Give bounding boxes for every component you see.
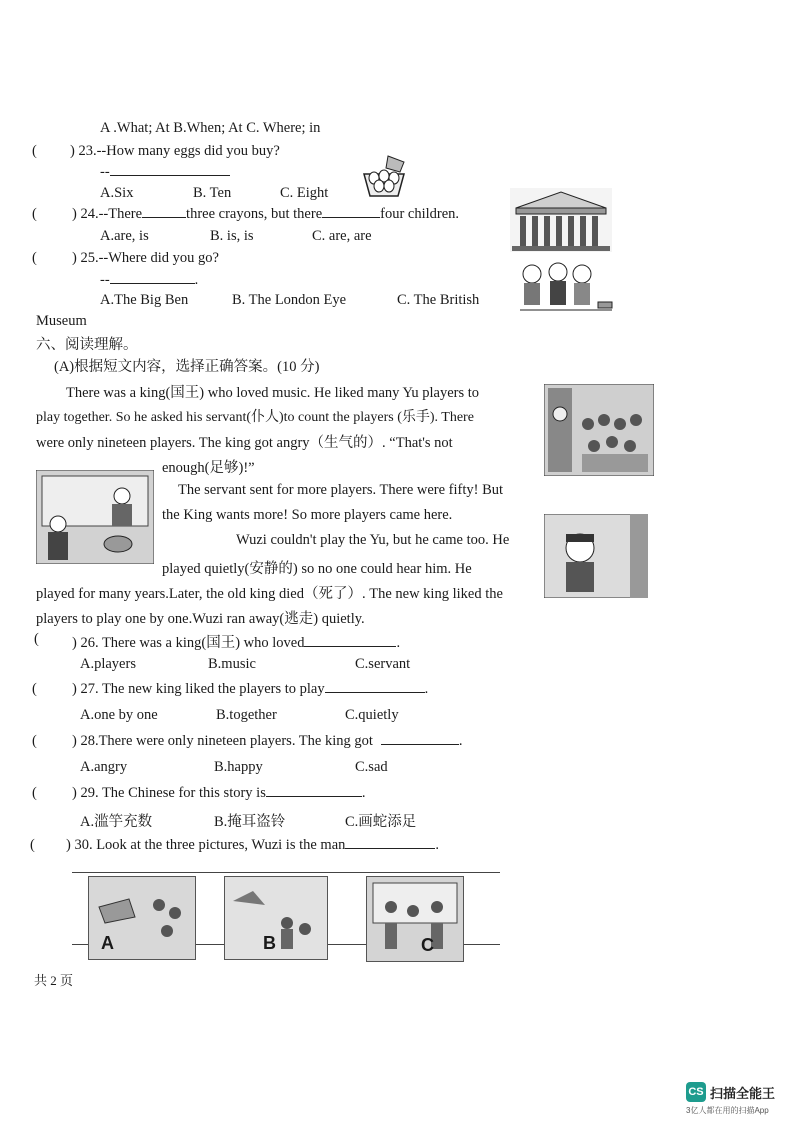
part-a-instruction: (A)根据短文内容，选择正确答案。(10 分) <box>54 359 320 375</box>
egg-basket-illustration <box>360 154 408 198</box>
picture-option-b[interactable] <box>224 876 328 960</box>
picture-c-illustration <box>367 877 463 961</box>
story-line-10: players to play one by one.Wuzi ran away(逃走) quietly. <box>36 611 365 627</box>
picture-a-label: A <box>101 933 114 953</box>
q26-option-a: A.players <box>80 656 136 672</box>
story-line-9: played for many years.Later, the old king died（死了）. The new king liked the <box>36 586 503 602</box>
story-line-7: Wuzi couldn't play the Yu, but he came too. He <box>236 532 510 548</box>
q23-option-c: C. Eight <box>280 185 329 201</box>
page-footer: 共 2 页 <box>34 973 74 988</box>
q23-question: ) 23.--How many eggs did you buy? <box>70 143 280 159</box>
picture-b-label: B <box>263 933 276 953</box>
q28-paren: ( <box>32 733 37 749</box>
q23-option-b: B. Ten <box>193 185 232 201</box>
q25-option-c-cont: Museum <box>36 313 87 329</box>
picture-option-a[interactable] <box>88 876 196 960</box>
q24-paren: ( <box>32 206 37 222</box>
q23-answer-line: -- <box>100 164 230 181</box>
story-line-8: played quietly(安静的) so no one could hear him. He <box>162 561 472 577</box>
story-line-4: enough(足够)!” <box>162 460 255 476</box>
q25-option-b: B. The London Eye <box>232 292 347 308</box>
q26-question: ) 26. There was a king(国王) who loved . <box>72 635 401 651</box>
q25-option-c: C. The British <box>397 292 480 308</box>
q27-paren: ( <box>32 681 37 697</box>
q25-option-a: A.The Big Ben <box>100 292 189 308</box>
children-illustration <box>512 258 618 324</box>
camscanner-tagline: 3亿人都在用的扫描App <box>686 1106 769 1115</box>
q25-paren: ( <box>32 250 37 266</box>
story-line-2: play together. So he asked his servant(仆人)to count the players (乐手). There <box>36 410 474 425</box>
q29-paren: ( <box>32 785 37 801</box>
q25-question: ) 25.--Where did you go? <box>72 250 219 266</box>
picture-b-illustration <box>225 877 327 959</box>
king-servant-illustration <box>36 470 154 564</box>
q28-option-a: A.angry <box>80 759 128 775</box>
q24-option-b: B. is, is <box>210 228 254 244</box>
story-line-3: were only nineteen players. The king got angry（生气的）. “That's not <box>36 435 453 451</box>
court-players-illustration <box>544 384 654 476</box>
q27-question: ) 27. The new king liked the players to play . <box>72 681 429 697</box>
q25-answer-line: -- . <box>100 272 199 288</box>
q28-question: ) 28.There were only nineteen players. The king got . <box>72 733 463 749</box>
q29-option-c: C.画蛇添足 <box>345 814 417 830</box>
divider-top <box>72 872 500 873</box>
q28-option-c: C.sad <box>355 759 388 775</box>
q24-question: ) 24.--There three crayons, but there four children. <box>72 206 460 222</box>
q23-option-a: A.Six <box>100 185 134 201</box>
q29-question: ) 29. The Chinese for this story is . <box>72 785 366 801</box>
q26-option-c: C.servant <box>355 656 411 672</box>
story-line-6: the King wants more! So more players came here. <box>162 507 453 523</box>
q24-option-c: C. are, are <box>312 228 372 244</box>
q30-question: ) 30. Look at the three pictures, Wuzi is the man . <box>66 837 440 853</box>
q30-paren: ( <box>30 837 35 853</box>
q24-option-a: A.are, is <box>100 228 149 244</box>
story-line-1: There was a king(国王) who loved music. He liked many Yu players to <box>66 385 480 401</box>
q29-option-a: A.滥竽充数 <box>80 814 153 830</box>
q29-option-b: B.掩耳盗铃 <box>214 814 286 830</box>
q23-paren: ( <box>32 143 37 159</box>
wuzi-illustration <box>544 514 648 598</box>
q26-option-b: B.music <box>208 656 256 672</box>
q27-option-a: A.one by one <box>80 707 158 723</box>
camscanner-logo: CS <box>686 1082 706 1102</box>
q27-option-c: C.quietly <box>345 707 399 723</box>
section-heading: 六、阅读理解。 <box>36 337 138 353</box>
story-line-5: The servant sent for more players. There were fifty! But <box>178 482 504 498</box>
q27-option-b: B.together <box>216 707 277 723</box>
british-museum-illustration <box>510 188 612 252</box>
camscanner-name: 扫描全能王 <box>710 1086 776 1101</box>
picture-c-label: C <box>421 935 434 955</box>
q28-option-b: B.happy <box>214 759 263 775</box>
q22-options: A .What; At B.When; At C. Where; in <box>100 120 321 136</box>
q26-paren: ( <box>34 631 39 647</box>
picture-option-c[interactable] <box>366 876 464 962</box>
